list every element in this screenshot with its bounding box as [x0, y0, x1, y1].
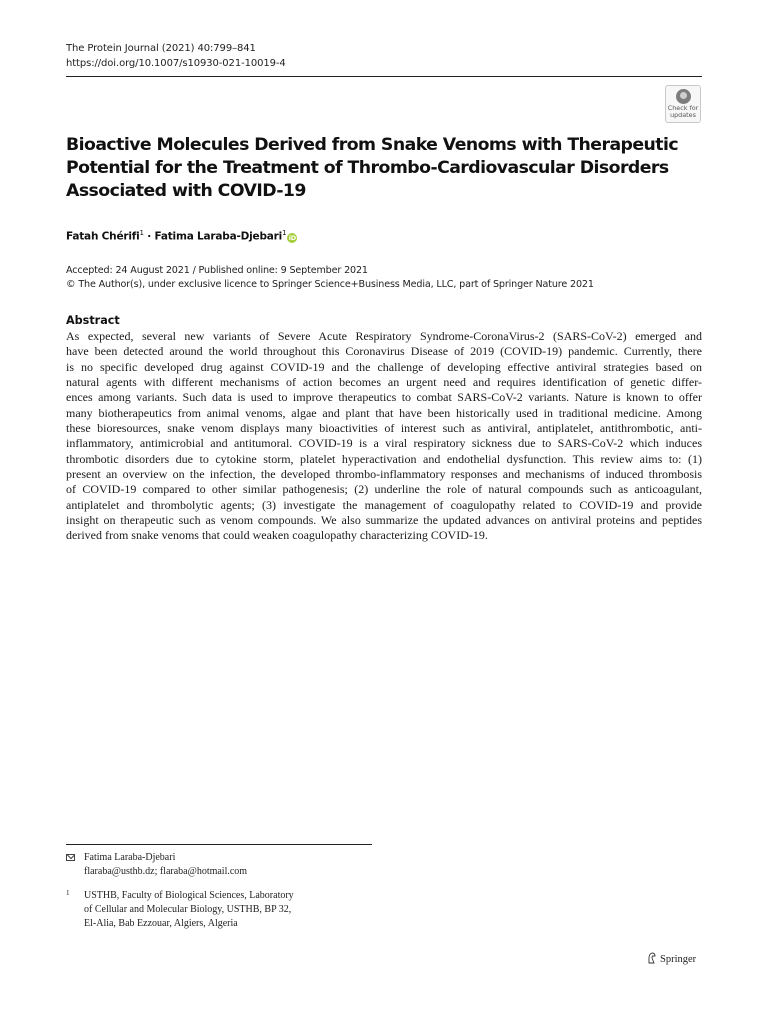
- abstract-line: these bioresources, snake venom displays many bioactivities of interest such as antiviral, antiplatelet, antithrombotic, anti-: [66, 421, 702, 436]
- author-2-affiliation-mark: 1: [282, 229, 287, 237]
- abstract-line: thrombotic disorders due to cytokine storm, platelet hyperactivation and endothelial dysfunction. This review aims to: (1): [66, 451, 702, 466]
- title-line: Bioactive Molecules Derived from Snake Venoms with Therapeutic: [66, 135, 679, 155]
- article-history: [66, 264, 594, 292]
- abstract-body: [66, 329, 702, 544]
- publisher-logo: [647, 952, 696, 968]
- copyright-line: © The Author(s), under exclusive licence to Springer Science+Business Media, LLC, part of Springer Nature 2021: [66, 279, 594, 290]
- title-line: Associated with COVID-19: [66, 181, 306, 201]
- author-list: [66, 225, 297, 245]
- journal-citation: The Protein Journal (2021) 40:799–841: [66, 43, 256, 54]
- abstract-line: inflammatory, antimicrobial and antitumoral. COVID-19 is a viral respiratory sickness due to SARS-CoV-2 which induces: [66, 436, 702, 451]
- orcid-icon[interactable]: iD: [288, 233, 296, 242]
- footnote-divider: [66, 844, 372, 845]
- author-1-affiliation-mark: 1: [139, 229, 144, 237]
- abstract-line: antiplatelet and thrombolytic agents; (3) investigate the management of coagulopathy related to COVID-19 and provide: [66, 497, 702, 512]
- abstract-line: of COVID-19 compared to other similar pathogenesis; (2) underline the role of natural compounds such as anticoagulant,: [66, 482, 702, 497]
- crossmark-icon: [676, 89, 691, 104]
- title-line: Potential for the Treatment of Thrombo-Cardiovascular Disorders: [66, 158, 669, 178]
- envelope-icon: [66, 854, 75, 861]
- abstract-line: present an overview on the infection, the developed thrombo-inflammatory responses and mechanisms of induced thrombosis: [66, 467, 702, 482]
- article-title: [66, 134, 679, 203]
- abstract-line: many biotherapeutics from animal venoms, algae and plant that have been historically used in traditional medicine. Among: [66, 405, 702, 420]
- affiliation-line: USTHB, Faculty of Biological Sciences, Laboratory: [84, 890, 294, 901]
- abstract-heading: Abstract: [66, 314, 120, 327]
- abstract-line: ences among variants. Such data is used to improve therapeutics to combat SARS-CoV-2 variants. Nature is known to offer: [66, 390, 702, 405]
- abstract-line: insight on therapeutic such as venom compounds. We also summarize the updated advances on antiviral proteins and peptides: [66, 513, 702, 528]
- corresponding-author: Fatima Laraba-Djebari: [84, 852, 176, 863]
- journal-header: [66, 41, 286, 71]
- affiliation-line: El-Alia, Bab Ezzouar, Algiers, Algeria: [84, 918, 238, 929]
- publication-dates: Accepted: 24 August 2021 / Published online: 9 September 2021: [66, 265, 368, 276]
- abstract-line: As expected, several new variants of Severe Acute Respiratory Syndrome-CoronaVirus-2 (SARS-CoV-2) emerged and: [66, 329, 702, 343]
- abstract-line: is no specific developed drug against COVID-19 and the challenge of developing effective antiviral strategies based on: [66, 359, 702, 374]
- badge-line-1: Check for: [667, 104, 699, 112]
- check-for-updates-badge[interactable]: [665, 85, 701, 123]
- author-1[interactable]: Fatah Chérifi: [66, 230, 140, 243]
- badge-line-2: updates: [670, 111, 696, 119]
- affiliation-line: of Cellular and Molecular Biology, USTHB, BP 32,: [84, 904, 292, 915]
- corresponding-emails[interactable]: flaraba@usthb.dz; flaraba@hotmail.com: [84, 866, 248, 877]
- abstract-line: derived from snake venoms that could weaken coagulopathy characterizing COVID-19.: [66, 528, 488, 543]
- affiliation-number: 1: [66, 889, 70, 897]
- publisher-name: Springer: [660, 954, 697, 965]
- author-2[interactable]: Fatima Laraba-Djebari: [154, 230, 283, 243]
- header-divider: [66, 76, 702, 77]
- abstract-line: natural agents with different mechanisms of action becomes an urgent need and requires identification of genetic differ-: [66, 375, 702, 390]
- abstract-line: have been detected around the world throughout this Coronavirus Disease of 2019 (COVID-19) pandemic. Currently, there: [66, 344, 702, 359]
- author-separator: ·: [143, 230, 155, 243]
- springer-horse-icon: [647, 952, 656, 964]
- doi-link[interactable]: https://doi.org/10.1007/s10930-021-10019-4: [66, 58, 286, 69]
